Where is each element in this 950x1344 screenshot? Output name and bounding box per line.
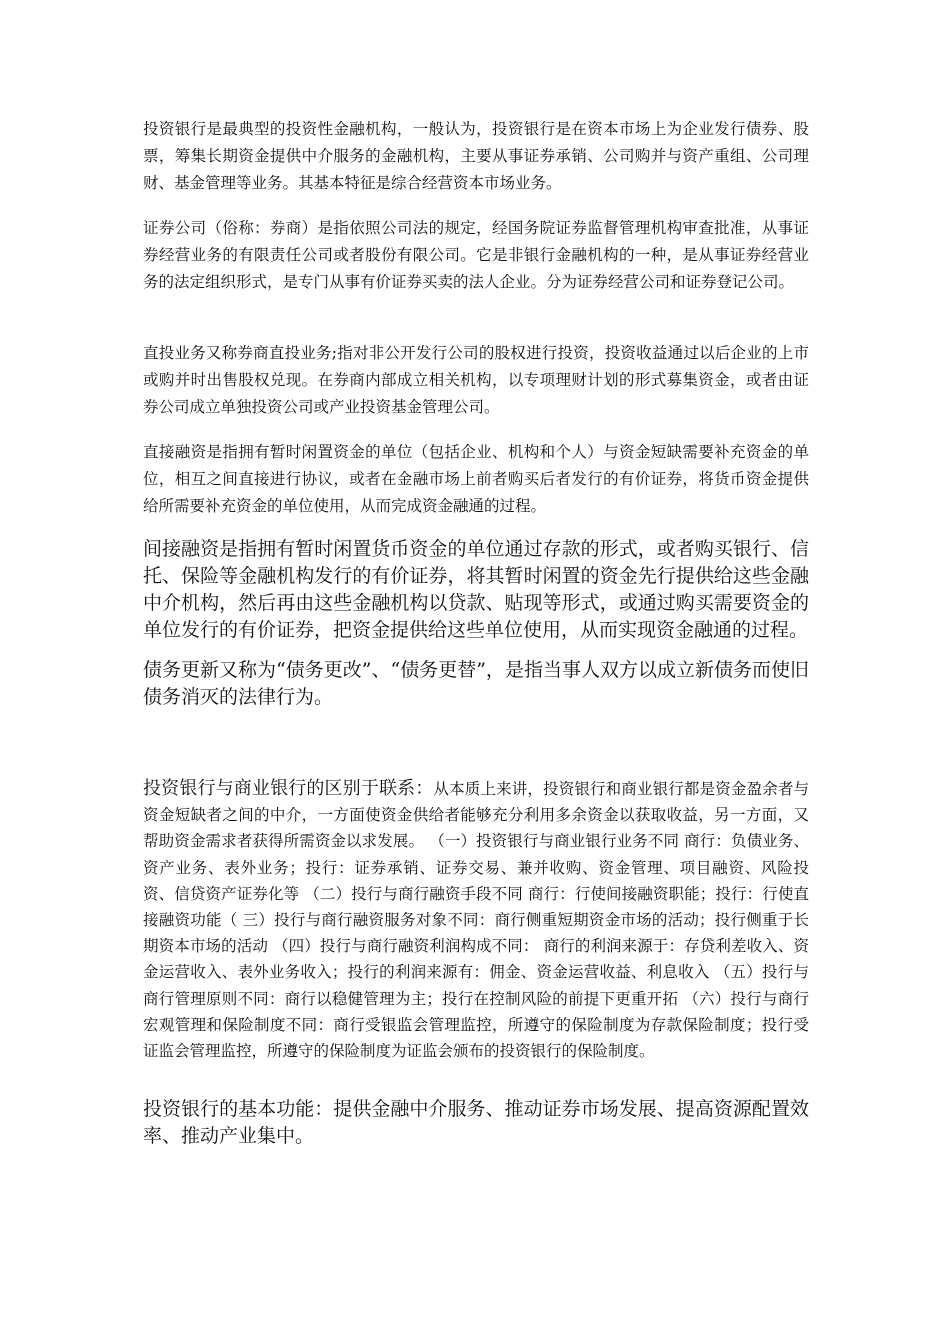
paragraph-indirect-financing: 间接融资是指拥有暂时闲置货币资金的单位通过存款的形式，或者购买银行、信托、保险等金融机构发行的有价证券，将其暂时闲置的资金先行提供给这些金融中介机构，然后再由这些金融机构以贷款、贴现等形式，或通过购买需要资金的单位发行的有价证券，把资金提供给这些单位使用，从而实现资金融通的过程。 — [143, 538, 809, 641]
paragraph-securities-company: 证券公司（俗称：券商）是指依照公司法的规定，经国务院证券监督管理机构审查批准，从事证券经营业务的有限责任公司或者股份有限公司。它是非银行金融机构的一种，是从事证券经营业务的法定组织形式，是专门从事有价证券买卖的法人企业。分为证券经营公司和证券登记公司。 — [143, 219, 809, 291]
paragraph-direct-investment: 直投业务又称券商直投业务;指对非公开发行公司的股权进行投资，投资收益通过以后企业的上市或购并时出售股权兑现。在券商内部成立相关机构，以专项理财计划的形式募集资金，或者由证券公司成立单独投资公司或产业投资基金管理公司。 — [143, 344, 809, 416]
paragraph-direct-financing: 直接融资是指拥有暂时闲置资金的单位（包括企业、机构和个人）与资金短缺需要补充资金的单位，相互之间直接进行协议，或者在金融市场上前者购买后者发行的有价证券，将货币资金提供给所需要补充资金的单位使用，从而完成资金融通的过程。 — [143, 443, 809, 515]
paragraph-debt-novation: 债务更新又称为“债务更改”、“债务更替”，是指当事人双方以成立新债务而使旧债务消灭的法律行为。 — [143, 659, 809, 708]
paragraph-investment-bank: 投资银行是最典型的投资性金融机构，一般认为，投资银行是在资本市场上为企业发行债券、股票，筹集长期资金提供中介服务的金融机构，主要从事证券承销、公司购并与资产重组、公司理财、基金管理等业务。其基本特征是综合经营资本市场业务。 — [143, 120, 809, 192]
paragraph-basic-functions: 投资银行的基本功能：提供金融中介服务、推动证券市场发展、提高资源配置效率、推动产业集中。 — [143, 1098, 809, 1147]
paragraph-bank-comparison-body: 从本质上来讲，投资银行和商业银行都是资金盈余者与资金短缺者之间的中介，一方面使资金供给者能够充分利用多余资金以获取收益，另一方面，又帮助资金需求者获得所需资金以求发展。 （一）投资银行与商业银行业务不同 商行：负债业务、资产业务、表外业务；投行：证券承销、证券交易、兼并收购、资金管理、项目融资、风险投资、信贷资产证券化等 （二）投行与商行融资手段不同 商行：行使间接融资职能；投行：行使直接融资功能（ 三）投行与商行融资服务对象不同：商行侧重短期资金市场的活动；投行侧重于长期资本市场的活动 （四）投行与商行融资利润构成不同： 商行的利润来源于：存贷利差收入、资金运营收入、表外业务收入；投行的利润来源有：佣金、资金运营收益、利息收入 （五）投行与商行管理原则不同：商行以稳健管理为主；投行在控制风险的前提下更重开拓 （六）投行与商行宏观管理和保险制度不同：商行受银监会管理监控，所遵守的保险制度为存款保险制度；投行受证监会管理监控，所遵守的保险制度为证监会颁布的投资银行的保险制度。 — [143, 780, 809, 1061]
paragraph-bank-comparison-lead: 投资银行与商业银行的区别于联系： — [143, 778, 434, 799]
paragraph-bank-comparison — [143, 776, 809, 1064]
